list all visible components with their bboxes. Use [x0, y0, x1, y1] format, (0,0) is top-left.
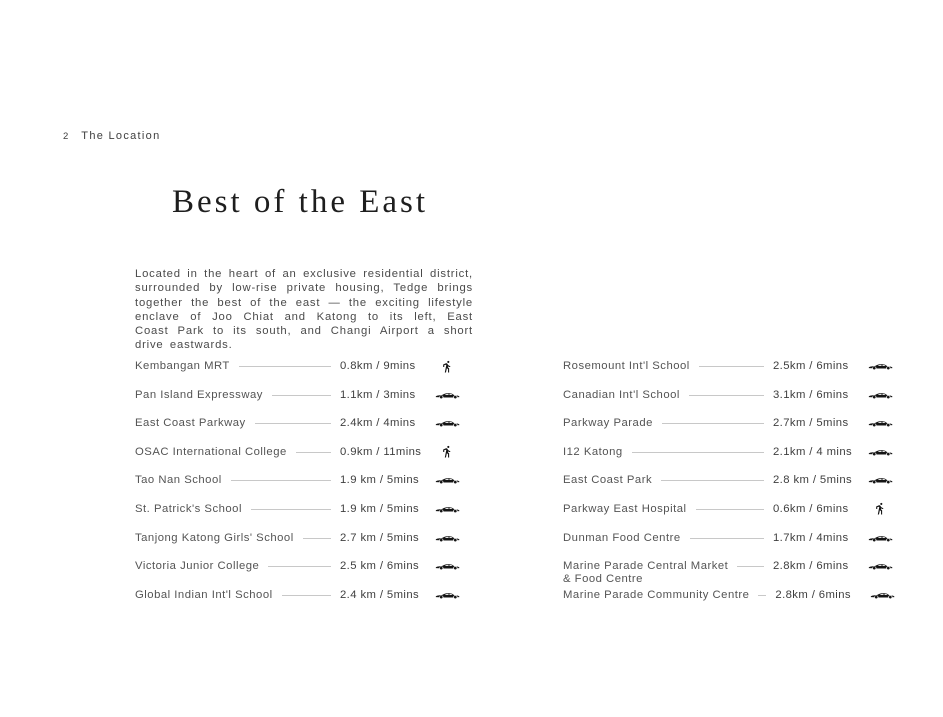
leader-line	[272, 395, 331, 396]
car-icon	[432, 473, 462, 487]
leader-line	[303, 538, 331, 539]
locations-column-left	[135, 359, 462, 616]
location-label-line1: Dunman Food Centre	[563, 531, 681, 544]
leader-line	[231, 480, 331, 481]
location-row	[563, 588, 895, 617]
leader-line	[690, 538, 764, 539]
location-label-line1: Tao Nan School	[135, 474, 222, 487]
locations-column-right	[563, 359, 895, 616]
location-label-line1: Canadian Int'l School	[563, 388, 680, 401]
location-label	[563, 416, 653, 430]
location-distance: 2.5km / 6mins	[773, 360, 849, 372]
location-distance: 0.6km / 6mins	[773, 502, 849, 515]
car-icon	[432, 531, 462, 545]
walk-icon	[432, 445, 462, 459]
location-row	[563, 359, 895, 388]
leader-line	[689, 395, 764, 396]
location-label-line1: Victoria Junior College	[135, 560, 260, 573]
location-label	[563, 502, 687, 516]
location-label	[135, 416, 246, 430]
location-label	[135, 559, 259, 573]
car-icon	[432, 559, 462, 573]
leader-line	[632, 452, 764, 453]
location-label	[135, 388, 263, 402]
location-label	[135, 359, 230, 373]
location-label	[563, 588, 749, 602]
location-row	[135, 502, 462, 531]
intro-paragraph: Located in the heart of an exclusive residential district, surrounded by low-rise private housing, Tedge brings together the best of the east — the exciting lifestyle enclave of Joo Chiat and Katong to its left, East Coast Park to its south, and Changi Airport a short drive eastwards.	[135, 268, 473, 352]
location-label	[563, 445, 623, 459]
location-label-line1: Kembangan MRT	[135, 360, 230, 372]
walk-icon	[865, 502, 895, 516]
location-label-line1: Parkway Parade	[563, 417, 653, 430]
car-icon	[865, 359, 895, 373]
location-row	[563, 388, 895, 417]
location-distance: 2.4km / 4mins	[340, 417, 416, 430]
location-label	[135, 445, 287, 459]
leader-line	[696, 509, 764, 510]
location-distance: 2.8km / 6mins	[775, 588, 851, 601]
leader-line	[296, 452, 331, 453]
location-distance: 2.8km / 6mins	[773, 560, 849, 573]
leader-line	[661, 480, 764, 481]
location-row	[135, 588, 462, 617]
leader-line	[662, 423, 764, 424]
location-label-line1: Tanjong Katong Girls' School	[135, 531, 294, 544]
walk-icon	[432, 359, 462, 373]
location-label-line1: St. Patrick's School	[135, 502, 242, 515]
page-title: Best of the East	[172, 184, 429, 220]
location-label-line1: East Coast Parkway	[135, 417, 246, 430]
location-label	[563, 388, 680, 402]
location-distance: 1.7km / 4mins	[773, 531, 849, 544]
location-row	[135, 473, 462, 502]
location-label-line2: & Food Centre	[563, 573, 643, 586]
location-row	[563, 502, 895, 531]
location-distance: 2.8 km / 5mins	[773, 474, 853, 487]
location-distance: 0.8km / 9mins	[340, 360, 416, 372]
location-distance: 0.9km / 11mins	[340, 445, 422, 458]
location-distance: 2.7km / 5mins	[773, 417, 849, 430]
location-label-line1: Parkway East Hospital	[563, 502, 687, 515]
location-row	[563, 416, 895, 445]
location-label-line1: Pan Island Expressway	[135, 388, 263, 401]
location-distance: 3.1km / 6mins	[773, 388, 849, 401]
leader-line	[268, 566, 331, 567]
location-distance: 1.9 km / 5mins	[340, 502, 420, 515]
location-row	[563, 531, 895, 560]
location-label	[135, 473, 222, 487]
location-row	[135, 531, 462, 560]
location-label	[563, 473, 652, 487]
page-number: 2	[63, 131, 70, 142]
location-distance: 2.7 km / 5mins	[340, 531, 420, 544]
location-row	[563, 445, 895, 474]
car-icon	[432, 416, 462, 430]
location-label	[135, 588, 273, 602]
leader-line	[251, 509, 331, 510]
location-row	[563, 473, 895, 502]
car-icon	[432, 502, 462, 516]
location-distance: 2.4 km / 5mins	[340, 588, 420, 601]
page-header	[63, 130, 161, 142]
location-label-line1: Marine Parade Community Centre	[563, 588, 750, 601]
car-icon	[865, 559, 895, 573]
location-distance: 1.1km / 3mins	[340, 388, 416, 401]
leader-line	[255, 423, 331, 424]
location-label	[135, 531, 294, 545]
car-icon	[865, 473, 895, 487]
leader-line	[737, 566, 764, 567]
car-icon	[867, 588, 897, 602]
location-label	[135, 502, 242, 516]
location-label-line1: OSAC International College	[135, 445, 287, 458]
location-label	[563, 531, 681, 545]
location-row	[563, 559, 895, 588]
car-icon	[865, 388, 895, 402]
car-icon	[432, 388, 462, 402]
location-label	[563, 559, 728, 586]
leader-line	[758, 595, 766, 596]
section-title: The Location	[81, 130, 161, 142]
location-row	[135, 445, 462, 474]
location-distance: 1.9 km / 5mins	[340, 474, 420, 487]
leader-line	[239, 366, 331, 367]
leader-line	[699, 366, 764, 367]
location-row	[135, 416, 462, 445]
location-row	[135, 388, 462, 417]
location-label	[563, 359, 690, 373]
location-label-line1: Rosemount Int'l School	[563, 360, 690, 372]
location-row	[135, 359, 462, 388]
location-distance: 2.5 km / 6mins	[340, 560, 420, 573]
location-label-line1: I12 Katong	[563, 445, 623, 458]
location-label-line1: Global Indian Int'l School	[135, 588, 273, 601]
location-distance: 2.1km / 4 mins	[773, 445, 853, 458]
location-label-line1: Marine Parade Central Market	[563, 560, 729, 573]
location-label-line1: East Coast Park	[563, 474, 653, 487]
car-icon	[865, 531, 895, 545]
car-icon	[432, 588, 462, 602]
location-row	[135, 559, 462, 588]
car-icon	[865, 416, 895, 430]
car-icon	[865, 445, 895, 459]
leader-line	[282, 595, 331, 596]
